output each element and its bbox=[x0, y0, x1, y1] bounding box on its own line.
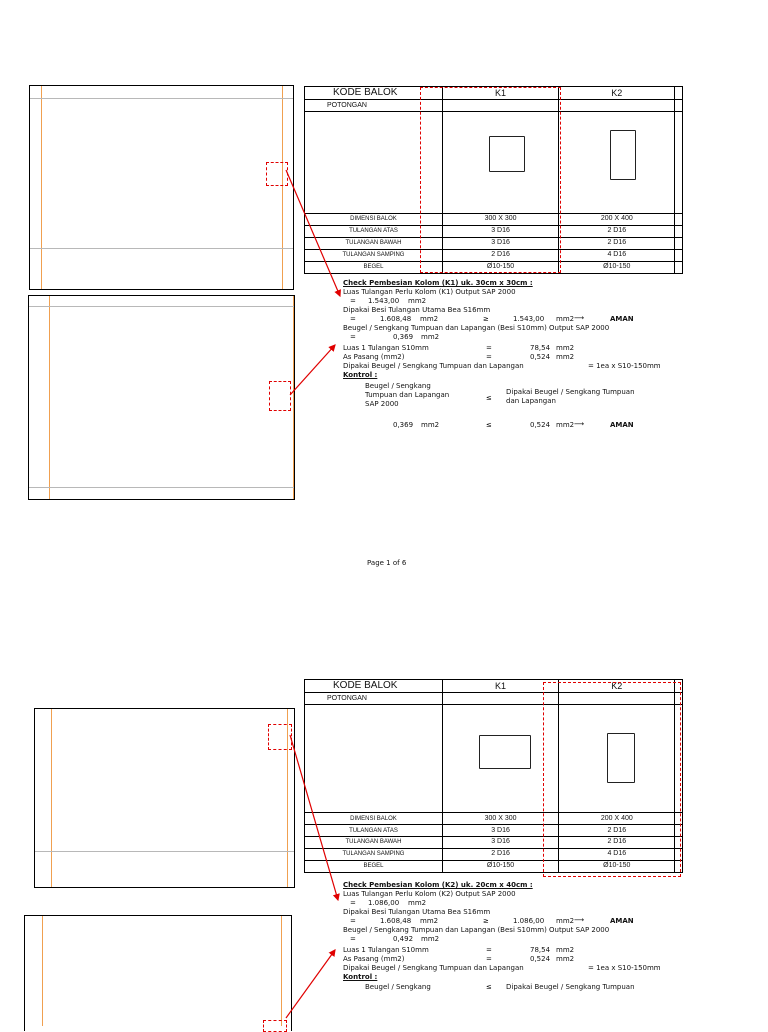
dipakai-value: 1.608,48 bbox=[380, 315, 412, 323]
eq: = bbox=[350, 899, 356, 907]
k1-value: 2 D16 bbox=[442, 848, 558, 860]
beugel-label: Beugel / Sengkang Tumpuan dan Lapangan (Besi S10mm) Output SAP 2000 bbox=[343, 926, 610, 934]
k1-header: K1 bbox=[442, 87, 558, 100]
luas1-label: Luas 1 Tulangan S10mm bbox=[343, 946, 429, 954]
ge-sign: ≥ bbox=[483, 917, 489, 925]
dipakai-beugel-label: Dipakai Beugel / Sengkang Tumpuan dan Lapangan bbox=[343, 362, 524, 370]
unit: mm2 bbox=[556, 315, 575, 323]
kontrol-label: Kontrol : bbox=[343, 973, 378, 981]
unit: mm2 bbox=[420, 917, 439, 925]
kontrol-right-value: 0,524 bbox=[530, 421, 551, 429]
k2-value: 2 D16 bbox=[559, 237, 675, 249]
k1-value: Ø10-150 bbox=[442, 860, 558, 872]
row-label: DIMENSI BALOK bbox=[305, 213, 443, 225]
potongan-label: POTONGAN bbox=[305, 100, 443, 112]
unit: mm2 bbox=[420, 315, 439, 323]
as-label: As Pasang (mm2) bbox=[343, 955, 405, 963]
k1-value: 300 X 300 bbox=[442, 213, 558, 225]
kontrol-right: Dipakai Beugel / Sengkang Tumpuan dan Lapangan bbox=[506, 388, 635, 405]
unit: mm2 bbox=[556, 917, 575, 925]
page-footer: Page 1 of 6 bbox=[367, 559, 407, 567]
luas-perlu-label: Luas Tulangan Perlu Kolom (K2) Output SAP 2000 bbox=[343, 890, 516, 898]
k2-value: Ø10-150 bbox=[559, 261, 675, 273]
row-label: BEGEL bbox=[305, 860, 443, 872]
k1-value: 2 D16 bbox=[442, 249, 558, 261]
le-sign: ≤ bbox=[486, 983, 492, 991]
luas-perlu-value: 1.086,00 bbox=[368, 899, 400, 907]
row-label: TULANGAN BAWAH bbox=[305, 237, 443, 249]
k2-value: Ø10-150 bbox=[559, 860, 675, 872]
unit: mm2 bbox=[556, 344, 575, 352]
unit: mm2 bbox=[421, 935, 440, 943]
kontrol-left-value: 0,369 bbox=[393, 421, 414, 429]
aman-status: AMAN bbox=[610, 421, 634, 429]
kontrol-right: Dipakai Beugel / Sengkang Tumpuan bbox=[506, 983, 635, 991]
eq: = bbox=[486, 353, 492, 361]
k2-header: K2 bbox=[559, 680, 675, 693]
eq: = bbox=[350, 297, 356, 305]
as-value: 0,524 bbox=[530, 955, 551, 963]
unit: mm2 bbox=[408, 297, 427, 305]
k2-value: 200 X 400 bbox=[559, 813, 675, 825]
k2-value: 4 D16 bbox=[559, 848, 675, 860]
k2-header: K2 bbox=[559, 87, 675, 100]
k2-value: 2 D16 bbox=[559, 225, 675, 237]
k2-value: 200 X 400 bbox=[559, 213, 675, 225]
as-value: 0,524 bbox=[530, 353, 551, 361]
arrow-icon: ⟶ bbox=[574, 916, 585, 924]
dipakai-value: 1.608,48 bbox=[380, 917, 412, 925]
calc-title: Check Pembesian Kolom (K2) uk. 20cm x 40cm : bbox=[343, 881, 533, 889]
aman-status: AMAN bbox=[610, 917, 634, 925]
luas1-label: Luas 1 Tulangan S10mm bbox=[343, 344, 429, 352]
k1-value: 300 X 300 bbox=[442, 813, 558, 825]
kontrol-label: Kontrol : bbox=[343, 371, 378, 379]
dipakai-label: Dipakai Besi Tulangan Utama Bea S16mm bbox=[343, 306, 491, 314]
le-sign: ≤ bbox=[486, 421, 492, 429]
compare-value: 1.543,00 bbox=[513, 315, 545, 323]
eq: = bbox=[486, 955, 492, 963]
luas-perlu-value: 1.543,00 bbox=[368, 297, 400, 305]
row-label: TULANGAN ATAS bbox=[305, 225, 443, 237]
eq: = bbox=[350, 935, 356, 943]
row-label: TULANGAN SAMPING bbox=[305, 249, 443, 261]
dipakai-label: Dipakai Besi Tulangan Utama Bea S16mm bbox=[343, 908, 491, 916]
arrow-icon: ⟶ bbox=[574, 420, 585, 428]
eq: = bbox=[486, 344, 492, 352]
k1-header: K1 bbox=[442, 680, 558, 693]
calc-title: Check Pembesian Kolom (K1) uk. 30cm x 30cm : bbox=[343, 279, 533, 287]
kontrol-left: Beugel / Sengkang bbox=[365, 983, 431, 991]
arrow-icon: ⟶ bbox=[574, 314, 585, 322]
beugel-value: 0,492 bbox=[393, 935, 414, 943]
k2-value: 4 D16 bbox=[559, 249, 675, 261]
dipakai-beugel-value: = 1ea x S10-150mm bbox=[588, 362, 661, 370]
k1-value: 3 D16 bbox=[442, 837, 558, 849]
compare-value: 1.086,00 bbox=[513, 917, 545, 925]
potongan-label: POTONGAN bbox=[305, 693, 443, 705]
row-label: TULANGAN ATAS bbox=[305, 825, 443, 837]
k1-value: 3 D16 bbox=[442, 237, 558, 249]
beugel-label: Beugel / Sengkang Tumpuan dan Lapangan (Besi S10mm) Output SAP 2000 bbox=[343, 324, 610, 332]
row-label: TULANGAN BAWAH bbox=[305, 837, 443, 849]
k1-value: Ø10-150 bbox=[442, 261, 558, 273]
ge-sign: ≥ bbox=[483, 315, 489, 323]
eq: = bbox=[486, 946, 492, 954]
unit: mm2 bbox=[421, 421, 440, 429]
kode-balok-header: KODE BALOK bbox=[305, 680, 443, 693]
aman-status: AMAN bbox=[610, 315, 634, 323]
luas1-value: 78,54 bbox=[530, 946, 551, 954]
dipakai-beugel-label: Dipakai Beugel / Sengkang Tumpuan dan Lapangan bbox=[343, 964, 524, 972]
as-label: As Pasang (mm2) bbox=[343, 353, 405, 361]
k2-value: 2 D16 bbox=[559, 825, 675, 837]
eq: = bbox=[350, 917, 356, 925]
row-label: BEGEL bbox=[305, 261, 443, 273]
unit: mm2 bbox=[556, 955, 575, 963]
row-label: TULANGAN SAMPING bbox=[305, 848, 443, 860]
beugel-value: 0,369 bbox=[393, 333, 414, 341]
k1-value: 3 D16 bbox=[442, 225, 558, 237]
kode-balok-header: KODE BALOK bbox=[305, 87, 443, 100]
k2-value: 2 D16 bbox=[559, 837, 675, 849]
k1-value: 3 D16 bbox=[442, 825, 558, 837]
unit: mm2 bbox=[421, 333, 440, 341]
unit: mm2 bbox=[556, 946, 575, 954]
row-label: DIMENSI BALOK bbox=[305, 813, 443, 825]
kontrol-left: Beugel / Sengkang Tumpuan dan Lapangan SAP 2000 bbox=[365, 382, 450, 408]
unit: mm2 bbox=[556, 353, 575, 361]
le-sign: ≤ bbox=[486, 394, 492, 402]
unit: mm2 bbox=[408, 899, 427, 907]
eq: = bbox=[350, 333, 356, 341]
eq: = bbox=[350, 315, 356, 323]
unit: mm2 bbox=[556, 421, 575, 429]
luas1-value: 78,54 bbox=[530, 344, 551, 352]
dipakai-beugel-value: = 1ea x S10-150mm bbox=[588, 964, 661, 972]
luas-perlu-label: Luas Tulangan Perlu Kolom (K1) Output SAP 2000 bbox=[343, 288, 516, 296]
